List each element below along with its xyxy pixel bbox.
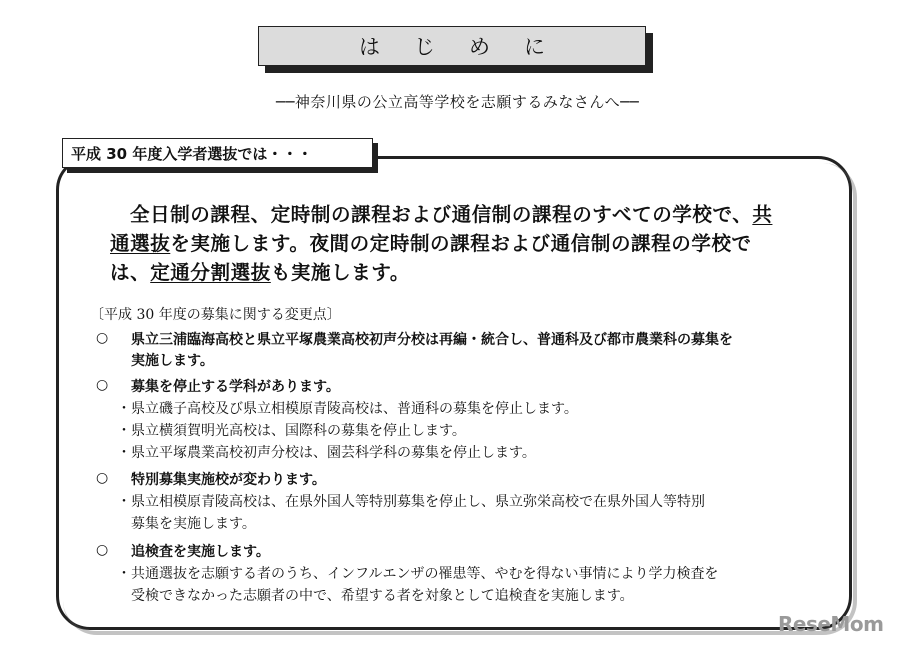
change-detail: ・県立相模原青陵高校は、在県外国人等特別募集を停止し、県立弥栄高校で在県外国人等特別 [117, 494, 705, 510]
change-detail: ・県立平塚農業高校初声分校は、園芸科学科の募集を停止します。 [117, 445, 536, 461]
page-title: はじめに [258, 26, 646, 66]
lead-line-3 [110, 258, 830, 287]
change-detail: 受検できなかった志願者の中で、希望する者を対象として追検査を実施します。 [117, 588, 634, 604]
change-item-heading: 県立三浦臨海高校と県立平塚農業高校初声分校は再編・統合し、普通科及び都市農業科の募集を [131, 332, 733, 348]
change-detail: ・県立横須賀明光高校は、国際科の募集を停止します。 [117, 423, 466, 439]
section-heading: 平成 30 年度入学者選抜では・・・ [62, 138, 373, 168]
change-detail: ・共通選抜を志願する者のうち、インフルエンザの罹患等、やむを得ない事情により学力検査を [117, 566, 719, 582]
changes-heading: 〔平成 30 年度の募集に関する変更点〕 [90, 307, 341, 323]
circle-bullet-icon: ○ [96, 377, 109, 393]
lead-paragraph [110, 200, 830, 287]
lead-text: は、 [110, 261, 151, 284]
underlined-term: 定通分割選抜 [150, 261, 271, 284]
underlined-term: 共 [752, 203, 773, 226]
lead-text: も実施します。 [270, 261, 410, 284]
change-item-heading: 追検査を実施します。 [131, 544, 270, 560]
lead-text: を実施します。夜間の定時制の課程および通信制の課程の学校で [170, 232, 752, 255]
underlined-term: 通選抜 [110, 232, 171, 255]
lead-line-1 [110, 200, 830, 229]
change-detail: ・県立磯子高校及び県立相模原青陵高校は、普通科の募集を停止します。 [117, 401, 578, 417]
change-item-heading: 特別募集実施校が変わります。 [131, 472, 326, 488]
change-detail: 募集を実施します。 [117, 516, 256, 532]
circle-bullet-icon: ○ [96, 330, 109, 346]
circle-bullet-icon: ○ [96, 542, 109, 558]
lead-line-2 [110, 229, 830, 258]
page-subtitle: ──神奈川県の公立高等学校を志願するみなさんへ── [275, 93, 640, 111]
change-item-heading: 実施します。 [131, 353, 214, 369]
change-item-heading: 募集を停止する学科があります。 [131, 379, 340, 395]
lead-text: 全日制の課程、定時制の課程および通信制の課程のすべての学校で、 [130, 203, 753, 226]
circle-bullet-icon: ○ [96, 470, 109, 486]
resemom-watermark: ReseMom [778, 612, 884, 636]
